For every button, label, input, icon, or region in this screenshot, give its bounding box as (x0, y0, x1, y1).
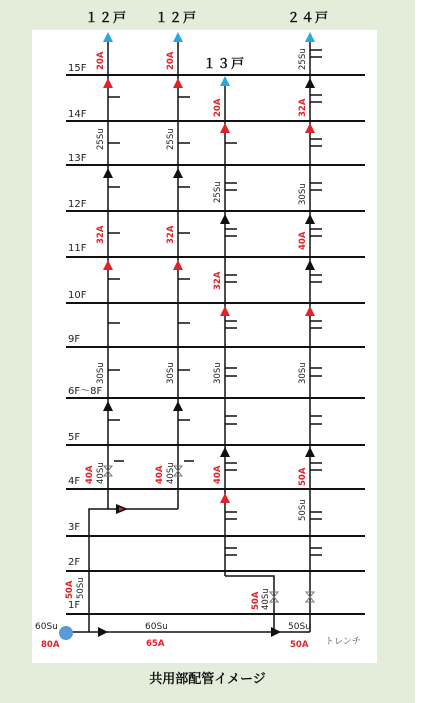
pipe-size-label: 40A (298, 231, 308, 250)
pipe-size-label: 40A (213, 465, 223, 484)
pipe-size-label: 40Su (261, 588, 271, 610)
outlet-arrow-1 (103, 32, 113, 42)
pipe-size-label: 20A (96, 51, 106, 70)
outlet-arrow-4 (305, 32, 315, 42)
pipe-size-label: 30Su (213, 362, 223, 384)
main-pipe-label: 60Su (145, 622, 168, 632)
floor-label: 15F (68, 63, 87, 74)
floor-label: 6F〜8F (68, 386, 103, 397)
floor-label: 10F (68, 290, 87, 301)
pipe-size-label: 32A (213, 271, 223, 290)
floor-label: 3F (68, 522, 81, 533)
unit-count-1: １２戸 (85, 11, 128, 26)
pipe-size-label: 25Su (166, 128, 176, 150)
pipe-size-label: 50Su (298, 499, 308, 521)
floor-label: 1F (68, 600, 81, 611)
trench-label: トレンチ (325, 637, 361, 647)
unit-count-4: ２４戸 (287, 11, 330, 26)
floor-label: 4F (68, 476, 81, 487)
outlet-arrow-2 (173, 32, 183, 42)
outlet-arrow-3 (220, 76, 230, 86)
pipe-size-label: 50Su (76, 577, 86, 599)
pipe-size-label: 50A (65, 580, 75, 599)
pipe-size-label: 40A (155, 465, 165, 484)
pipe-size-label: 20A (213, 98, 223, 117)
floor-label: 13F (68, 153, 87, 164)
main-pipe-label: 65A (146, 639, 165, 649)
inlet-label: 80A (41, 640, 60, 650)
pipe-size-label: 40A (85, 465, 95, 484)
inlet-meter-icon (59, 626, 73, 640)
unit-count-3: １３戸 (203, 57, 246, 72)
flow-arrows (98, 78, 315, 637)
valves (104, 466, 314, 602)
pipe-size-label: 30Su (166, 362, 176, 384)
pipe-size-label: 40Su (96, 462, 106, 484)
pipe-size-label: 25Su (298, 48, 308, 70)
floor-label: 14F (68, 109, 87, 120)
unit-count-2: １２戸 (155, 11, 198, 26)
pipe-size-label: 25Su (96, 128, 106, 150)
pipe-size-label: 40Su (166, 462, 176, 484)
pipe-size-label: 30Su (298, 362, 308, 384)
pipe-size-label: 32A (96, 225, 106, 244)
end-pipe-label: 50Su (288, 622, 311, 632)
reducer-arrows (103, 78, 315, 503)
pipe-size-label: 50A (298, 467, 308, 486)
floor-lines (66, 75, 365, 614)
pipe-size-label: 30Su (298, 183, 308, 205)
floor-label: 12F (68, 199, 87, 210)
floor-label: 9F (68, 334, 81, 345)
end-pipe-label: 50A (290, 640, 309, 650)
floor-label: 2F (68, 557, 81, 568)
pipe-size-label: 30Su (96, 362, 106, 384)
inlet-label: 60Su (35, 622, 58, 632)
diagram-caption: 共用部配管イメージ (149, 672, 266, 687)
pipe-size-label: 20A (166, 51, 176, 70)
pipe-size-label: 25Su (213, 181, 223, 203)
pipe-size-label: 32A (166, 225, 176, 244)
pipe-size-label: 50A (251, 591, 261, 610)
floor-label: 5F (68, 432, 81, 443)
floor-label: 11F (68, 243, 87, 254)
pipe-size-label: 32A (298, 98, 308, 117)
